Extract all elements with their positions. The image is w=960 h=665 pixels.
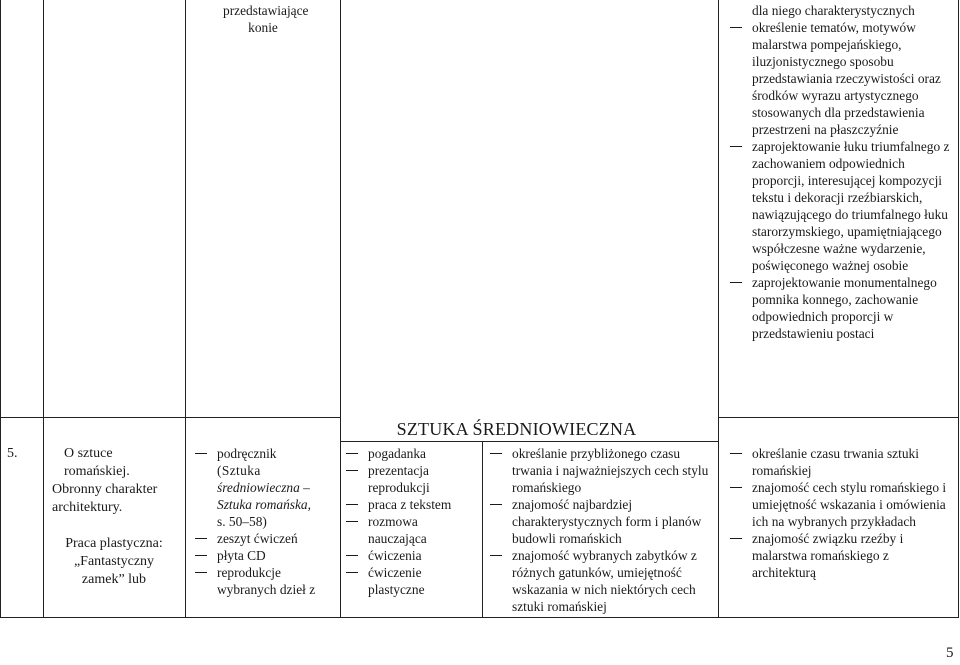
topic-line: Praca plastyczna: „Fantastyczny zamek” lub (65, 536, 163, 587)
row-divider-top-right (718, 417, 959, 418)
extended-requirements-list (730, 445, 952, 581)
column-divider-1 (43, 0, 44, 617)
method-item: prezentacja reprodukcji (346, 462, 448, 496)
topic-line: O sztuce romańskiej. (64, 446, 130, 479)
method-item: ćwiczenie plastyczne (346, 564, 448, 598)
material-item: płyta CD (195, 547, 335, 564)
goal-text-continuation: dla niego charakterystycznych (752, 3, 915, 18)
topic-line: Obronny charakter architektury. (52, 482, 158, 515)
column-divider-2 (185, 0, 186, 617)
column-divider-4 (482, 441, 483, 617)
table-border-left (0, 0, 1, 617)
requirement-item: znajomość najbardziej charakterystycznych form i planów budowli romańskich (490, 496, 712, 547)
materials-continuation: przedstawiające konie (223, 3, 309, 35)
lesson-number: 5. (7, 446, 18, 461)
page-number: 5 (946, 645, 954, 661)
section-heading: SZTUKA ŚREDNIOWIECZNA (396, 419, 637, 439)
materials-list (195, 445, 335, 598)
lesson-topic (46, 445, 182, 589)
row-divider-top (0, 417, 340, 418)
requirement-item: określanie czasu trwania sztuki romańskiej (730, 445, 952, 479)
goal-item: określenie tematów, motywów malarstwa pompejańskiego, iluzjonistycznego sposobu przedstawiania rzeczywistości oraz środków wyrazu artystycznego stosowanych dla przedstawienia przestrzeni na płaszczyźnie (730, 19, 950, 138)
method-item: ćwiczenia (346, 547, 478, 564)
requirement-item: znajomość związku rzeźby i malarstwa romańskiego z architekturą (730, 530, 952, 581)
row-divider-bottom (0, 617, 959, 618)
column-divider-5 (718, 0, 719, 617)
material-item: reprodukcje wybranych dzieł z (195, 564, 327, 598)
material-item: zeszyt ćwiczeń (195, 530, 335, 547)
column-divider-3 (340, 0, 341, 617)
goal-item: zaprojektowanie monumentalnego pomnika konnego, zachowanie odpowiednich proporcji w przedstawieniu postaci (730, 274, 950, 342)
heading-divider (340, 441, 718, 442)
method-item: rozmowa nauczająca (346, 513, 448, 547)
requirement-item: określanie przybliżonego czasu trwania i najważniejszych cech stylu romańskiego (490, 445, 712, 496)
requirement-item: znajomość cech stylu romańskiego i umiejętność wskazania i omówienia ich na wybranych przykładach (730, 479, 952, 530)
goal-item: zaprojektowanie łuku triumfalnego z zachowaniem odpowiednich proporcji, interesującej kompozycji tekstu i dekoracji rzeźbiarskich, nawiązującego do triumfalnego łuku starorzymskiego, upamiętniającego współczesne ważne wydarzenie, poświęconego ważnej osobie (730, 138, 950, 274)
methods-list (346, 445, 478, 598)
requirement-item: znajomość wybranych zabytków z różnych gatunków, umiejętność wskazania w nich niektórych cech sztuki romańskiej (490, 547, 712, 615)
basic-requirements-list (490, 445, 712, 615)
table-border-right (958, 0, 959, 617)
method-item: pogadanka (346, 445, 478, 462)
goals-list-top (730, 19, 950, 342)
material-item: podręcznik (Sztuka średniowieczna – Sztuka romańska, s. 50–58) (195, 445, 335, 530)
method-item: praca z tekstem (346, 496, 478, 513)
goals-continuation (730, 2, 950, 342)
